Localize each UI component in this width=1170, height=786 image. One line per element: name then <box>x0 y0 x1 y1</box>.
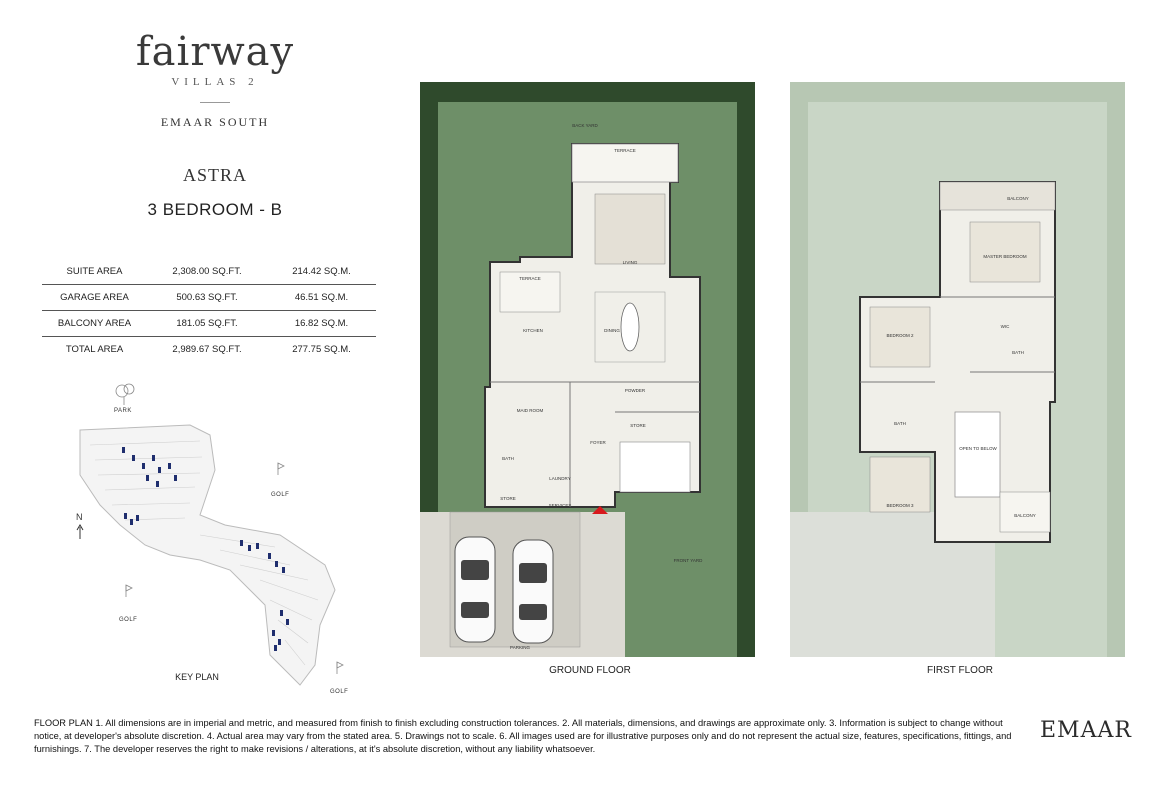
area-sqft: 500.63 SQ.FT. <box>176 292 238 303</box>
area-sqft: 2,989.67 SQ.FT. <box>172 344 242 355</box>
area-label: GARAGE AREA <box>60 292 129 303</box>
room-label: BALCONY <box>1007 196 1029 201</box>
room-label: PARKING <box>510 645 530 650</box>
brand-divider <box>200 102 230 103</box>
room-label: FRONT YARD <box>673 558 703 563</box>
room-label: SERVICES <box>548 503 572 508</box>
brand-block <box>130 29 300 130</box>
golf-flag-icon <box>337 662 343 674</box>
room-label: BATH <box>894 421 906 426</box>
first-floor-plan <box>790 82 1125 657</box>
area-label: TOTAL AREA <box>65 344 124 355</box>
brand-subtitle: VILLAS 2 <box>171 76 259 88</box>
key-plan-map <box>50 375 380 705</box>
room-label: MASTER BEDROOM <box>983 254 1027 259</box>
room-label: KITCHEN <box>523 328 543 333</box>
area-table <box>42 258 376 362</box>
unit-type: 3 BEDROOM - B <box>147 200 283 219</box>
room-label: STORE <box>630 423 646 428</box>
north-arrow-icon <box>77 525 83 539</box>
area-sqft: 181.05 SQ.FT. <box>176 318 238 329</box>
golf-flag-icon <box>126 585 132 597</box>
north-label: N <box>76 512 83 522</box>
room-label: BATH <box>1012 350 1024 355</box>
community-outline <box>80 425 335 685</box>
car-icon <box>513 540 553 643</box>
room-label: BEDROOM 2 <box>886 333 914 338</box>
disclaimer-text: FLOOR PLAN 1. All dimensions are in imperial and metric, and measured from finish to finish excluding construction tolerances. 2. All materials, dimensions, and drawings are approximate only. 3. Information is subject to change without notice, at developer's absolute discretion. 4. Actual area may vary from the stated area. 5. Drawings not to scale. 6. All images used are for illustrative purposes only and do not represent the actual size, features, specifications, fittings, and furnishings. 7. The developer reserves the right to make revisions / alterations, at it's absolute discretion, without any liability whatsoever. <box>34 718 1012 754</box>
park-label: PARK <box>114 408 132 414</box>
golf-label: GOLF <box>330 689 349 695</box>
area-sqm: 277.75 SQ.M. <box>292 344 351 355</box>
area-sqm: 46.51 SQ.M. <box>294 292 349 303</box>
room-label: DINING <box>604 328 620 333</box>
room-label: FOYER <box>590 440 606 445</box>
ground-floor-label: GROUND FLOOR <box>549 665 631 676</box>
room-label: MAID ROOM <box>516 408 544 413</box>
room-label: STORE <box>500 496 516 501</box>
room-label: LAUNDRY <box>549 476 571 481</box>
area-row <box>42 310 376 336</box>
brand-location: EMAAR SOUTH <box>160 115 270 129</box>
car-icon <box>455 537 495 642</box>
emaar-logo: EMAAR <box>1040 718 1132 743</box>
area-label: SUITE AREA <box>66 265 123 277</box>
room-label: TERRACE <box>614 148 636 153</box>
area-sqft: 2,308.00 SQ.FT. <box>172 265 242 277</box>
room-label: BEDROOM 3 <box>886 503 914 508</box>
key-plan-label: KEY PLAN <box>175 672 219 682</box>
room-label: POWDER <box>624 388 646 393</box>
unit-name: ASTRA <box>182 165 247 185</box>
area-row <box>42 258 376 284</box>
golf-flag-icon <box>278 463 284 475</box>
room-label: BALCONY <box>1014 513 1036 518</box>
first-floor-label: FIRST FLOOR <box>927 665 993 676</box>
golf-label: GOLF <box>271 492 290 498</box>
room-label: OPEN TO BELOW <box>959 446 997 451</box>
fairway-logo: fairway <box>135 29 295 75</box>
room-label: BACK YARD <box>572 123 598 128</box>
room-label: TERRACE <box>519 276 541 281</box>
park-tree-icon <box>116 384 134 405</box>
area-sqm: 16.82 SQ.M. <box>294 318 349 329</box>
area-row <box>42 284 376 310</box>
room-label: BATH <box>502 456 514 461</box>
room-label: LIVING <box>622 260 638 265</box>
area-row <box>42 336 376 362</box>
area-sqm: 214.42 SQ.M. <box>292 265 351 277</box>
golf-label: GOLF <box>119 617 138 623</box>
ground-floor-plan <box>420 82 755 657</box>
room-label: WIC <box>1000 324 1010 329</box>
area-label: BALCONY AREA <box>57 318 132 329</box>
